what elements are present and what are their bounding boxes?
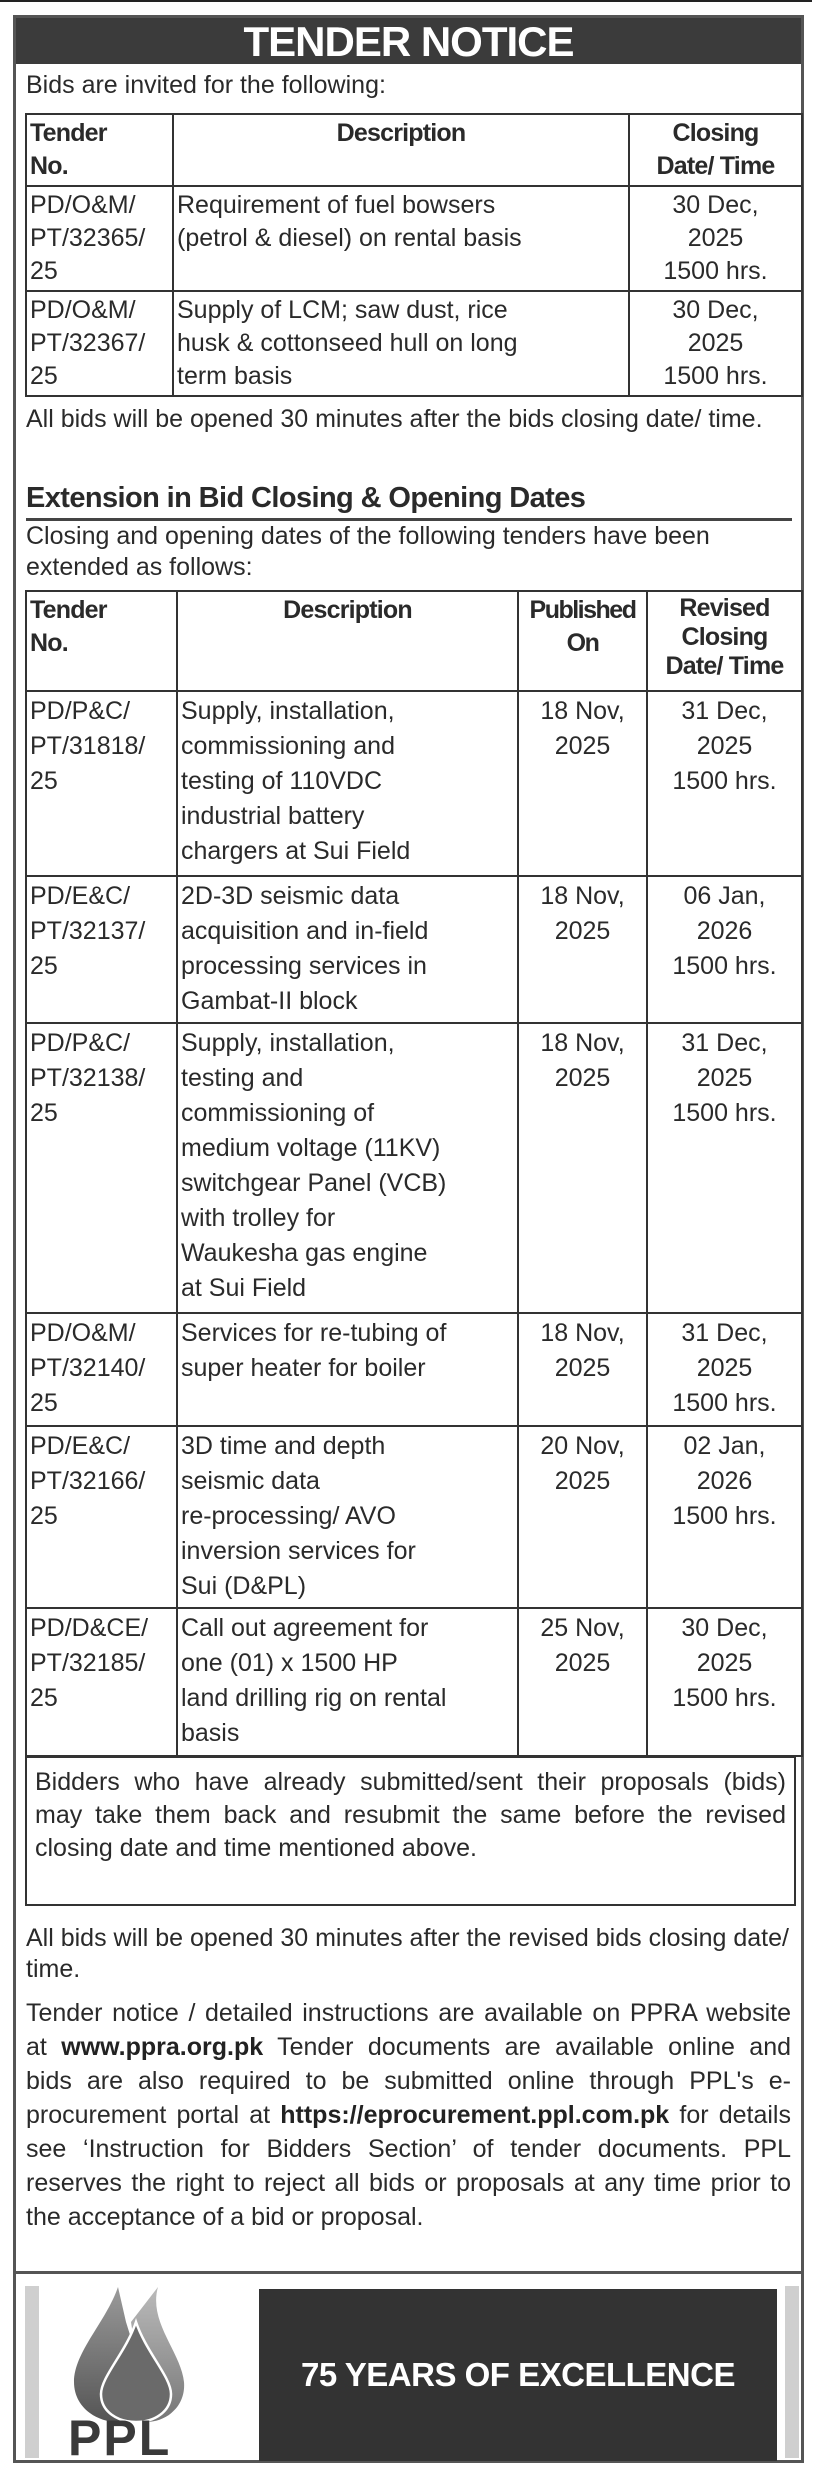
- tender-description: Requirement of fuel bowsers (petrol & diesel) on rental basis: [173, 186, 629, 291]
- closing-date: 30 Dec, 2025 1500 hrs.: [629, 186, 802, 291]
- tender-no: PD/O&M/ PT/32140/ 25: [26, 1313, 177, 1426]
- published-date: 18 Nov, 2025: [518, 1023, 647, 1313]
- header-tender-no: Tender No.: [26, 591, 177, 691]
- closing-date: 30 Dec, 2025 1500 hrs.: [629, 291, 802, 396]
- tender-description: Supply of LCM; saw dust, rice husk & cottonseed hull on long term basis: [173, 291, 629, 396]
- tender-description: Services for re-tubing of super heater for boiler: [177, 1313, 518, 1426]
- header-published: Published On: [518, 591, 647, 691]
- published-date: 18 Nov, 2025: [518, 876, 647, 1023]
- header-closing: Closing Date/ Time: [629, 114, 802, 186]
- tender-description: Supply, installation, commissioning and testing of 110VDC industrial battery chargers at Sui Field: [177, 691, 518, 876]
- ppra-link[interactable]: www.ppra.org.pk: [61, 2033, 264, 2061]
- table-row: [26, 186, 802, 291]
- revised-closing-date: 31 Dec, 2025 1500 hrs.: [647, 1023, 802, 1313]
- slogan-banner: 75 YEARS OF EXCELLENCE: [259, 2289, 777, 2461]
- revised-closing-date: 06 Jan, 2026 1500 hrs.: [647, 876, 802, 1023]
- intro-text: Bids are invited for the following:: [26, 71, 386, 99]
- tender-description: 2D-3D seismic data acquisition and in-field processing services in Gambat-II block: [177, 876, 518, 1023]
- instructions-paragraph: [26, 1996, 791, 2234]
- table-header-row: [26, 114, 802, 186]
- revised-closing-date: 31 Dec, 2025 1500 hrs.: [647, 1313, 802, 1426]
- tender-no: PD/D&CE/ PT/32185/ 25: [26, 1608, 177, 1756]
- eprocurement-link[interactable]: https://eprocurement.ppl.com.pk: [280, 2101, 670, 2129]
- tenders-table: [25, 113, 803, 397]
- revised-opening-note: All bids will be opened 30 minutes after the revised bids closing date/ time.: [26, 1924, 789, 1983]
- table-row: [26, 1313, 802, 1426]
- revised-closing-date: 31 Dec, 2025 1500 hrs.: [647, 691, 802, 876]
- tender-no: PD/P&C/ PT/32138/ 25: [26, 1023, 177, 1313]
- page-title: TENDER NOTICE: [16, 18, 801, 64]
- bidders-note: Bidders who have already submitted/sent their proposals (bids) may take them back and resubmit the same before the revised closing date and time mentioned above.: [25, 1756, 796, 1906]
- revised-closing-date: 02 Jan, 2026 1500 hrs.: [647, 1426, 802, 1608]
- revised-closing-date: 30 Dec, 2025 1500 hrs.: [647, 1608, 802, 1756]
- extension-intro: Closing and opening dates of the following tenders have been extended as follows:: [26, 522, 710, 581]
- extension-heading: Extension in Bid Closing & Opening Dates: [26, 480, 792, 521]
- left-grey-bar: [25, 2286, 39, 2458]
- published-date: 18 Nov, 2025: [518, 1313, 647, 1426]
- tender-no: PD/E&C/ PT/32166/ 25: [26, 1426, 177, 1608]
- instructions-text-2: Tender documents are available online and bids are also required to be submitted online through PPL's e-procurement portal at: [26, 2033, 792, 2129]
- top-rule: [0, 0, 812, 2]
- table-row: [26, 1426, 802, 1608]
- table-row: [26, 1608, 802, 1756]
- table-row: [26, 876, 802, 1023]
- table-row: [26, 291, 802, 396]
- tender-description: Call out agreement for one (01) x 1500 HP land drilling rig on rental basis: [177, 1608, 518, 1756]
- ppl-logo-text: PPL: [68, 2410, 172, 2466]
- header-description: Description: [173, 114, 629, 186]
- tender-description: Supply, installation, testing and commissioning of medium voltage (11KV) switchgear Panel (VCB) with trolley for Waukesha gas engine at Sui Field: [177, 1023, 518, 1313]
- footer-banner: [16, 2271, 801, 2466]
- tender-no: PD/O&M/ PT/32367/ 25: [26, 291, 173, 396]
- published-date: 25 Nov, 2025: [518, 1608, 647, 1756]
- instructions-text-3: for details see ‘Instruction for Bidders Section’ of tender documents. PPL reserves the right to reject all bids or proposals at any time prior to the acceptance of a bid or proposal.: [26, 2101, 791, 2231]
- published-date: 18 Nov, 2025: [518, 691, 647, 876]
- tender-no: PD/O&M/ PT/32365/ 25: [26, 186, 173, 291]
- tender-notice-box: [13, 15, 804, 2466]
- tender-description: 3D time and depth seismic data re-processing/ AVO inversion services for Sui (D&PL): [177, 1426, 518, 1608]
- right-grey-bar: [785, 2286, 799, 2458]
- table-row: [26, 1023, 802, 1313]
- opening-note: All bids will be opened 30 minutes after the bids closing date/ time.: [26, 405, 763, 433]
- extension-table: [25, 590, 803, 1757]
- table-header-row: [26, 591, 802, 691]
- tender-no: PD/P&C/ PT/31818/ 25: [26, 691, 177, 876]
- published-date: 20 Nov, 2025: [518, 1426, 647, 1608]
- header-tender-no: Tender No.: [26, 114, 173, 186]
- header-revised-closing: Revised Closing Date/ Time: [647, 591, 802, 691]
- instructions-text-1: Tender notice / detailed instructions are available on PPRA website at: [26, 1999, 791, 2061]
- header-description: Description: [177, 591, 518, 691]
- tender-no: PD/E&C/ PT/32137/ 25: [26, 876, 177, 1023]
- table-row: [26, 691, 802, 876]
